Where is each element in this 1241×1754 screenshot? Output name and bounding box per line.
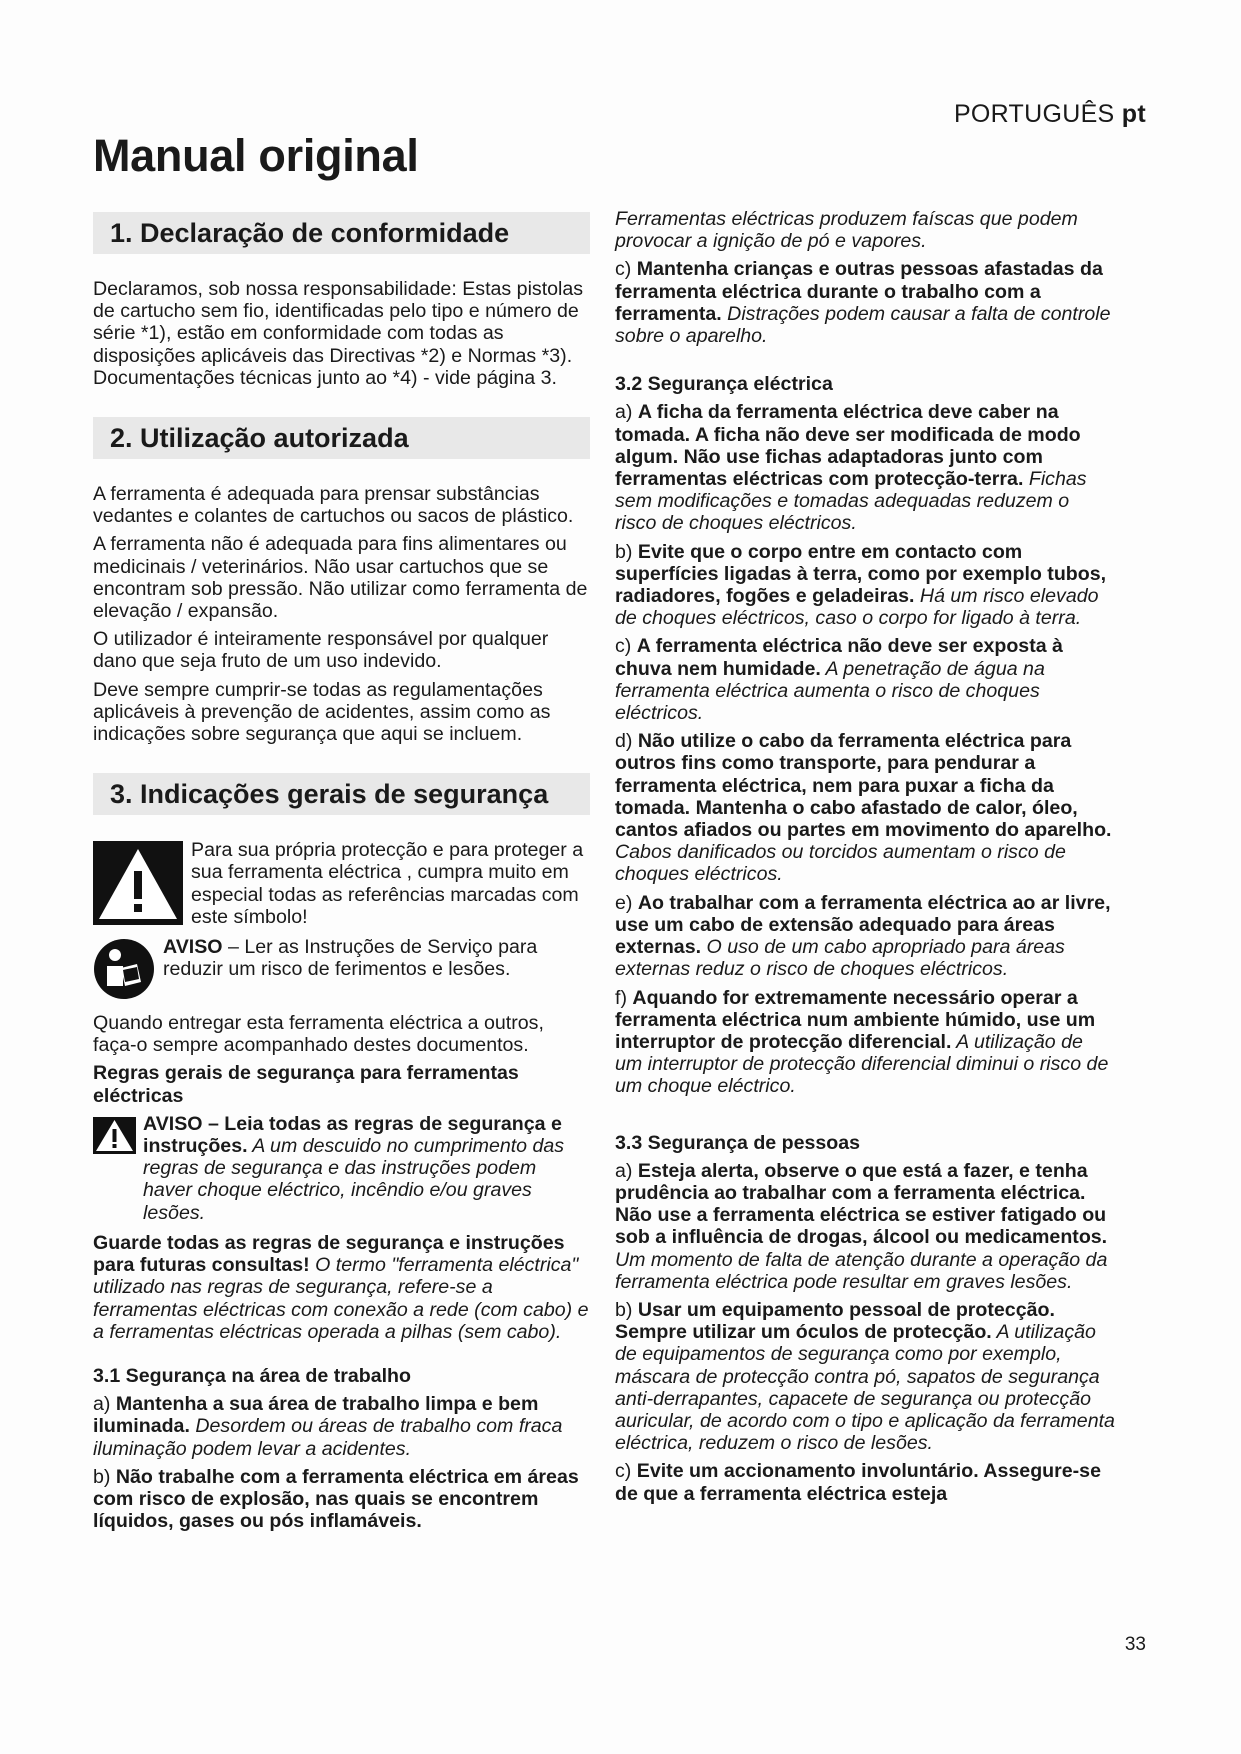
s32-item-e: e) Ao trabalhar com a ferramenta eléctrica ao ar livre, use um cabo de extensão adequado para áreas externas. O uso de um cabo apropriado para áreas externas reduz o risco de choques eléctricos.	[615, 891, 1111, 981]
warning-symbol-note	[93, 839, 590, 928]
language-code: pt	[1121, 100, 1146, 128]
aviso-read-manual	[93, 936, 590, 996]
s33-item-a: a) Esteja alerta, observe o que está a fazer, e tenha prudência ao trabalhar com a ferramenta eléctrica. Não use a ferramenta eléctrica se estiver fatigado ou sob a influência de drogas, álcool ou medicamentos. Um momento de falta de atenção durante a operação da ferramenta eléctrica pode resultar em graves lesões.	[615, 1159, 1108, 1293]
s32-item-f: f) Aquando for extremamente necessário operar a ferramenta eléctrica num ambiente húmido, use um interruptor de protecção diferencial. A utilização de um interruptor de protecção diferencial diminui o risco de um choque eléctrico.	[615, 986, 1109, 1098]
s31-item-b-continuation: Ferramentas eléctricas produzem faíscas que podem provocar a ignição de pó e vapores.	[615, 208, 1078, 253]
s31-item-c: c) Mantenha crianças e outras pessoas afastadas da ferramenta eléctrica durante o trabalho com a ferramenta. Distrações podem causar a falta de controle sobre o aparelho.	[615, 258, 1111, 348]
warning-triangle-icon	[93, 1117, 136, 1154]
aviso-rules-bold: AVISO – Leia todas as regras de segurança e instruções.	[143, 1112, 562, 1158]
section-2-paragraph: A ferramenta não é adequada para fins alimentares ou medicinais / veterinários. Não usar cartuchos que se encontram sob pressão. Não utilizar como ferramenta de elevação / expansão.	[93, 533, 588, 623]
left-column	[93, 205, 590, 1538]
s33-item-b: b) Usar um equipamento pessoal de protecção. Sempre utilizar um óculos de protecção. A utilização de equipamentos de segurança como por exemplo, máscara de protecção contra pó, sapatos de segurança anti-derrapantes, capacete de segurança ou protecção auricular, de acordo com o tipo e aplicação da ferramenta eléctrica, reduzem o risco de lesões.	[615, 1298, 1115, 1455]
s32-item-b: b) Evite que o corpo entre em contacto com superfícies ligadas à terra, como por exemplo tubos, radiadores, fogões e geladeiras. Há um risco elevado de choques eléctricos, caso o corpo for ligado à terra.	[615, 540, 1107, 630]
s32-item-c: c) A ferramenta eléctrica não deve ser exposta à chuva nem humidade. A penetração de água na ferramenta eléctrica aumenta o risco de choques eléctricos.	[615, 635, 1063, 725]
s31-item-b: b) Não trabalhe com a ferramenta eléctrica em áreas com risco de explosão, nas quais se encontrem líquidos, gases ou pós inflamáveis.	[93, 1465, 579, 1533]
page-title: Manual original	[93, 130, 419, 181]
handover-text: Quando entregar esta ferramenta eléctrica a outros, faça-o sempre acompanhado destes documentos.	[93, 1012, 544, 1057]
aviso-text: – Ler as Instruções de Serviço para reduzir um risco de ferimentos e lesões.	[163, 936, 538, 981]
section-2-paragraph: A ferramenta é adequada para prensar substâncias vedantes e colantes de cartuchos ou sacos de plástico.	[93, 483, 574, 528]
s33-item-c: c) Evite um accionamento involuntário. Assegure-se de que a ferramenta eléctrica esteja	[615, 1460, 1101, 1505]
keep-rules-italic: O termo "ferramenta eléctrica" utilizado nas regras de segurança, refere-se a ferramentas eléctricas com conexão a rede (com cabo) e a ferramentas eléctricas operada a pilhas (sem cabo).	[93, 1254, 589, 1343]
section-3-heading: 3. Indicações gerais de segurança	[93, 773, 590, 815]
aviso-label: AVISO	[163, 936, 223, 959]
keep-rules-paragraph	[93, 1232, 590, 1343]
section-2-paragraph: O utilizador é inteiramente responsável por qualquer dano que seja fruto de um uso indevido.	[93, 628, 549, 673]
rules-heading: Regras gerais de segurança para ferramentas eléctricas	[93, 1062, 519, 1107]
subsection-3-2-heading: 3.2 Segurança eléctrica	[615, 373, 833, 396]
aviso-read-rules	[93, 1113, 590, 1224]
section-1-text: Declaramos, sob nossa responsabilidade: Estas pistolas de cartucho sem fio, identificadas pelo tipo e número de série *1), estão em conformidade com todas as disposições aplicáveis das Directivas *2) e Normas *3). Documentações técnicas junto ao *4) - vide página 3.	[93, 278, 584, 389]
warning-triangle-icon	[93, 841, 183, 925]
read-manual-icon	[93, 938, 155, 1000]
keep-rules-bold: Guarde todas as regras de segurança e instruções para futuras consultas!	[93, 1231, 565, 1277]
s32-item-a: a) A ficha da ferramenta eléctrica deve caber na tomada. A ficha não deve ser modificada de modo algum. Não use fichas adaptadoras junto com ferramentas eléctricas com protecção-terra. Fichas sem modificações e tomadas adequadas reduzem o risco de choques eléctricos.	[615, 401, 1087, 535]
section-2-heading: 2. Utilização autorizada	[93, 417, 590, 459]
right-column	[615, 208, 1115, 1511]
subsection-3-1-heading: 3.1 Segurança na área de trabalho	[93, 1364, 411, 1387]
language-name: PORTUGUÊS	[953, 100, 1115, 128]
language-label	[954, 100, 1146, 129]
s32-item-d: d) Não utilize o cabo da ferramenta eléctrica para outros fins como transporte, para pendurar a ferramenta eléctrica, nem para puxar a ficha da tomada. Mantenha o cabo afastado de calor, óleo, cantos afiados ou partes em movimento do aparelho. Cabos danificados ou torcidos aumentam o risco de choques eléctricos.	[615, 730, 1112, 886]
aviso-rules-italic: A um descuido no cumprimento das regras de segurança e das instruções podem haver choque eléctrico, incêndio e/ou graves lesões.	[143, 1135, 565, 1224]
subsection-3-3-heading: 3.3 Segurança de pessoas	[615, 1131, 861, 1154]
section-1-heading: 1. Declaração de conformidade	[93, 212, 590, 254]
warning-symbol-text: Para sua própria protecção e para proteger a sua ferramenta eléctrica , cumpra muito em especial todas as referências marcadas com este símbolo!	[191, 839, 584, 928]
page-number: 33	[1124, 1634, 1146, 1655]
s31-item-a: a) Mantenha a sua área de trabalho limpa e bem iluminada. Desordem ou áreas de trabalho com fraca iluminação podem levar a acidentes.	[93, 1393, 563, 1460]
section-2-paragraph: Deve sempre cumprir-se todas as regulamentações aplicáveis à prevenção de acidentes, assim como as indicações sobre segurança que aqui se incluem.	[93, 678, 551, 746]
